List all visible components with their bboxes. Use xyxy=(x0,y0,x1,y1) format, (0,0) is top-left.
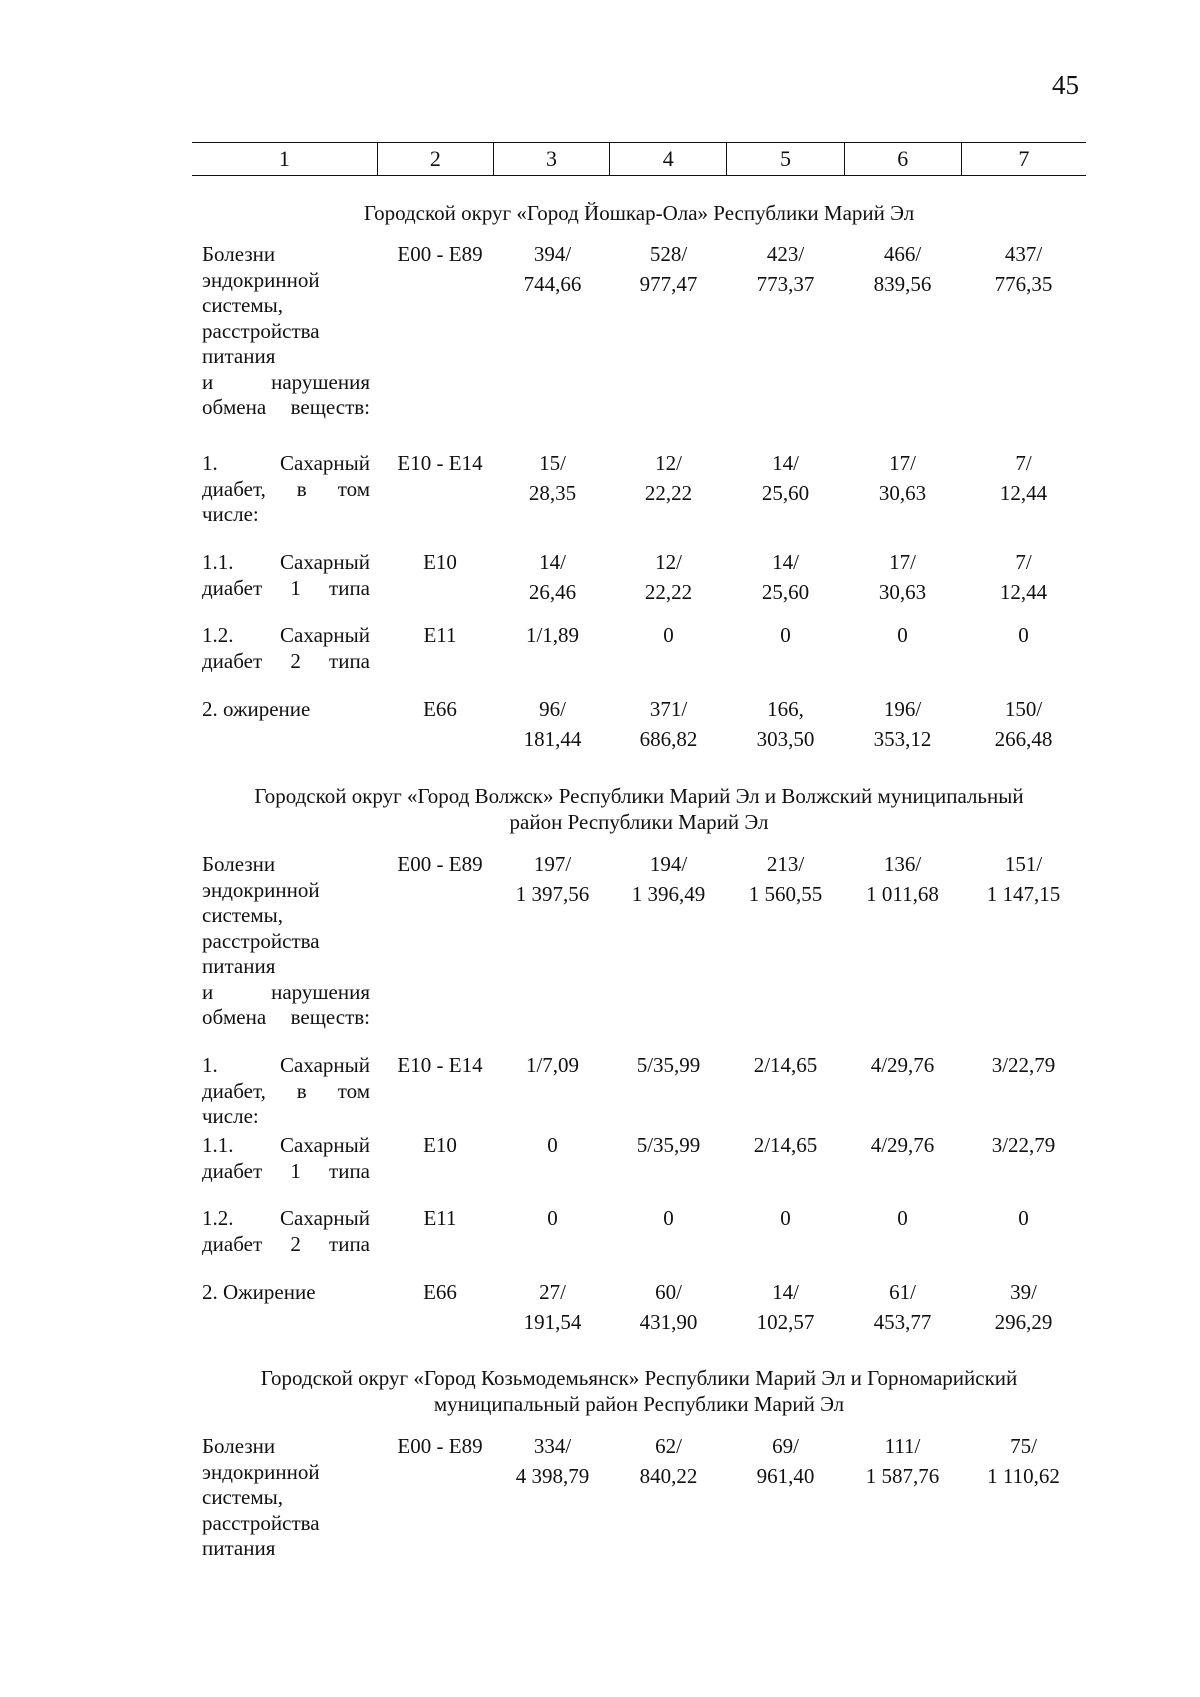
value-line: 27/ xyxy=(539,1280,566,1304)
value-cell xyxy=(494,239,611,299)
value-cell xyxy=(727,239,844,299)
section-title-line: Городской округ «Город Йошкар-Ола» Республики Марий Эл xyxy=(363,201,915,225)
value-cell xyxy=(727,1050,844,1080)
value-line: 30,63 xyxy=(878,580,927,604)
value-cell xyxy=(844,1277,961,1337)
value-cell xyxy=(844,694,961,754)
value-line: 14/ xyxy=(539,550,566,574)
indicator-name xyxy=(202,1206,370,1257)
value-line: 39/ xyxy=(1010,1280,1037,1304)
indicator-name xyxy=(202,1053,370,1130)
indicator-name-line: 2. Ожирение xyxy=(202,1280,316,1304)
indicator-name-line: числе: xyxy=(202,1104,259,1128)
value-line: 296,29 xyxy=(994,1310,1053,1334)
value-cell xyxy=(610,448,727,508)
value-cell xyxy=(494,1277,611,1337)
value-line: 3/22,79 xyxy=(991,1133,1056,1157)
value-line: 0 xyxy=(663,623,674,647)
value-cell xyxy=(844,239,961,299)
indicator-name-line: Болезни xyxy=(202,852,276,876)
icd-code: E11 xyxy=(423,1206,457,1230)
indicator-name-line: диабет, в том xyxy=(202,476,370,501)
indicator-name-line: диабет 2 типа xyxy=(202,648,370,673)
value-line: 528/ xyxy=(649,242,688,266)
value-cell xyxy=(610,1130,727,1160)
value-line: 22,22 xyxy=(644,481,693,505)
value-cell xyxy=(727,1431,844,1491)
value-line: 194/ xyxy=(649,852,688,876)
value-line: 12,44 xyxy=(999,580,1048,604)
value-line: 151/ xyxy=(1004,852,1043,876)
indicator-name-line: и нарушения xyxy=(202,369,370,394)
value-cell xyxy=(727,547,844,607)
section-title-line: Городской округ «Город Козьмодемьянск» Республики Марий Эл и Горномарийский xyxy=(260,1366,1018,1390)
value-cell xyxy=(844,1050,961,1080)
value-line: 2/14,65 xyxy=(753,1053,818,1077)
indicator-name-line: 1. Сахарный xyxy=(202,1053,370,1077)
value-line: 111/ xyxy=(884,1434,921,1458)
value-line: 213/ xyxy=(766,852,805,876)
value-cell xyxy=(961,849,1086,909)
value-line: 0 xyxy=(547,1133,558,1157)
value-line: 4 398,79 xyxy=(515,1464,590,1488)
value-line: 14/ xyxy=(772,1280,799,1304)
indicator-name-line: системы, xyxy=(202,903,284,927)
indicator-name-line: 2. ожирение xyxy=(202,697,311,721)
value-cell xyxy=(610,849,727,909)
value-line: 1 397,56 xyxy=(515,882,590,906)
value-line: 0 xyxy=(1018,623,1029,647)
column-header-7: 7 xyxy=(961,143,1086,176)
value-line: 0 xyxy=(663,1206,674,1230)
icd-code: E66 xyxy=(423,697,457,721)
value-cell xyxy=(494,849,611,909)
value-cell xyxy=(727,448,844,508)
value-cell xyxy=(844,547,961,607)
indicator-name-line: диабет 1 типа xyxy=(202,575,370,600)
indicator-name-line: питания xyxy=(202,344,276,368)
icd-code: E10 xyxy=(423,550,457,574)
indicator-name-line: питания xyxy=(202,1536,276,1560)
value-line: 0 xyxy=(780,1206,791,1230)
value-line: 1/7,09 xyxy=(525,1053,580,1077)
value-line: 423/ xyxy=(766,242,805,266)
indicator-name-line: системы, xyxy=(202,1485,284,1509)
value-line: 12,44 xyxy=(999,481,1048,505)
value-line: 22,22 xyxy=(644,580,693,604)
value-line: 686,82 xyxy=(639,727,698,751)
value-line: 1 147,15 xyxy=(986,882,1061,906)
indicator-name-line: Болезни xyxy=(202,242,276,266)
value-line: 3/22,79 xyxy=(991,1053,1056,1077)
icd-code: E10 xyxy=(423,1133,457,1157)
value-line: 25,60 xyxy=(761,580,810,604)
value-line: 0 xyxy=(547,1206,558,1230)
value-line: 30,63 xyxy=(878,481,927,505)
indicator-name-line: 1.1. Сахарный xyxy=(202,1133,370,1157)
value-line: 776,35 xyxy=(994,272,1053,296)
value-line: 2/14,65 xyxy=(753,1133,818,1157)
indicator-name-line: питания xyxy=(202,954,276,978)
value-line: 334/ xyxy=(533,1434,572,1458)
value-line: 7/ xyxy=(1015,451,1032,475)
value-line: 0 xyxy=(1018,1206,1029,1230)
value-line: 191,54 xyxy=(523,1310,582,1334)
column-header-5: 5 xyxy=(727,143,844,176)
value-line: 437/ xyxy=(1004,242,1043,266)
value-line: 303,50 xyxy=(756,727,815,751)
column-header-3: 3 xyxy=(493,143,609,176)
value-line: 12/ xyxy=(655,451,682,475)
value-line: 17/ xyxy=(889,550,916,574)
value-line: 4/29,76 xyxy=(870,1133,935,1157)
value-line: 197/ xyxy=(533,852,572,876)
value-line: 26,46 xyxy=(528,580,577,604)
value-cell xyxy=(494,620,611,650)
value-cell xyxy=(727,1277,844,1337)
indicator-name xyxy=(202,451,370,528)
value-cell xyxy=(494,1050,611,1080)
column-header-table xyxy=(192,142,1086,176)
value-cell xyxy=(961,547,1086,607)
value-line: 773,37 xyxy=(756,272,815,296)
section-title-line: район Республики Марий Эл xyxy=(509,810,769,834)
section-title xyxy=(192,783,1086,835)
icd-code: E11 xyxy=(423,623,457,647)
value-cell xyxy=(844,620,961,650)
value-line: 7/ xyxy=(1015,550,1032,574)
value-line: 0 xyxy=(897,623,908,647)
column-header-1: 1 xyxy=(278,146,290,171)
value-cell xyxy=(494,1203,611,1233)
indicator-name xyxy=(202,1280,370,1306)
value-cell xyxy=(727,849,844,909)
indicator-name xyxy=(202,623,370,674)
column-header-6: 6 xyxy=(844,143,961,176)
value-line: 96/ xyxy=(539,697,566,721)
indicator-name-line: и нарушения xyxy=(202,979,370,1004)
indicator-name-line: Болезни xyxy=(202,1434,276,1458)
indicator-name xyxy=(202,697,370,723)
indicator-name-line: обмена веществ: xyxy=(202,395,370,419)
value-cell xyxy=(727,694,844,754)
value-cell xyxy=(727,620,844,650)
value-line: 62/ xyxy=(655,1434,682,1458)
value-cell xyxy=(961,1130,1086,1160)
indicator-name-line: 1.1. Сахарный xyxy=(202,550,370,574)
indicator-name-line: диабет 1 типа xyxy=(202,1158,370,1183)
value-line: 266,48 xyxy=(994,727,1053,751)
indicator-name-line: обмена веществ: xyxy=(202,1005,370,1029)
value-line: 1 110,62 xyxy=(987,1464,1060,1488)
value-cell xyxy=(494,1130,611,1160)
value-line: 5/35,99 xyxy=(636,1053,701,1077)
value-line: 466/ xyxy=(883,242,922,266)
column-header-2: 2 xyxy=(377,143,493,176)
value-cell xyxy=(844,1203,961,1233)
page-number: 45 xyxy=(1052,70,1079,100)
value-line: 0 xyxy=(897,1206,908,1230)
value-cell xyxy=(961,1277,1086,1337)
value-line: 25,60 xyxy=(761,481,810,505)
value-cell xyxy=(961,448,1086,508)
value-line: 61/ xyxy=(889,1280,916,1304)
value-cell xyxy=(494,1431,611,1491)
indicator-name-line: 1.2. Сахарный xyxy=(202,1206,370,1230)
column-header-4: 4 xyxy=(610,143,727,176)
indicator-name-line: расстройства xyxy=(202,1510,320,1535)
indicator-name-line: системы, xyxy=(202,293,284,317)
value-line: 69/ xyxy=(772,1434,799,1458)
value-line: 60/ xyxy=(655,1280,682,1304)
value-cell xyxy=(727,1203,844,1233)
value-line: 1/1,89 xyxy=(525,623,580,647)
value-line: 961,40 xyxy=(756,1464,815,1488)
value-line: 453,77 xyxy=(873,1310,932,1334)
value-line: 150/ xyxy=(1004,697,1043,721)
value-cell xyxy=(961,694,1086,754)
value-line: 977,47 xyxy=(639,272,698,296)
icd-code: E00 - E89 xyxy=(397,852,483,876)
value-cell xyxy=(610,1277,727,1337)
value-cell xyxy=(844,1431,961,1491)
value-line: 394/ xyxy=(533,242,572,266)
icd-code: E66 xyxy=(423,1280,457,1304)
value-cell xyxy=(961,239,1086,299)
section-title xyxy=(192,200,1086,226)
value-line: 102,57 xyxy=(756,1310,815,1334)
indicator-name-line: эндокринной xyxy=(202,267,320,292)
value-line: 744,66 xyxy=(523,272,582,296)
value-cell xyxy=(494,448,611,508)
value-cell xyxy=(610,1050,727,1080)
indicator-name-line: расстройства xyxy=(202,928,320,953)
value-line: 181,44 xyxy=(523,727,582,751)
value-cell xyxy=(961,620,1086,650)
value-cell xyxy=(610,547,727,607)
value-cell xyxy=(494,547,611,607)
value-line: 431,90 xyxy=(639,1310,698,1334)
section-title xyxy=(192,1365,1086,1417)
value-line: 840,22 xyxy=(639,1464,698,1488)
value-line: 0 xyxy=(780,623,791,647)
column-header-row xyxy=(192,143,1086,176)
value-cell xyxy=(610,239,727,299)
indicator-name-line: эндокринной xyxy=(202,877,320,902)
indicator-name xyxy=(202,242,370,421)
value-cell xyxy=(727,1130,844,1160)
indicator-name-line: числе: xyxy=(202,502,259,526)
value-line: 17/ xyxy=(889,451,916,475)
value-line: 371/ xyxy=(649,697,688,721)
indicator-name-line: расстройства xyxy=(202,318,320,343)
indicator-name xyxy=(202,1434,370,1562)
value-line: 196/ xyxy=(883,697,922,721)
indicator-name-line: 1. Сахарный xyxy=(202,451,370,475)
value-cell xyxy=(610,1203,727,1233)
value-line: 28,35 xyxy=(528,481,577,505)
icd-code: E10 - E14 xyxy=(397,451,483,475)
value-cell xyxy=(844,1130,961,1160)
value-line: 1 560,55 xyxy=(748,882,823,906)
value-cell xyxy=(610,620,727,650)
value-line: 5/35,99 xyxy=(636,1133,701,1157)
indicator-name xyxy=(202,550,370,601)
value-line: 14/ xyxy=(772,550,799,574)
icd-code: E00 - E89 xyxy=(397,242,483,266)
value-line: 166, xyxy=(767,697,804,721)
value-line: 14/ xyxy=(772,451,799,475)
value-cell xyxy=(844,849,961,909)
icd-code: E00 - E89 xyxy=(397,1434,483,1458)
value-line: 839,56 xyxy=(873,272,932,296)
section-title-line: Городской округ «Город Волжск» Республики Марий Эл и Волжский муниципальный xyxy=(254,784,1024,808)
value-line: 353,12 xyxy=(873,727,932,751)
indicator-name-line: эндокринной xyxy=(202,1459,320,1484)
value-line: 136/ xyxy=(883,852,922,876)
value-cell xyxy=(610,1431,727,1491)
value-line: 1 396,49 xyxy=(631,882,706,906)
value-line: 12/ xyxy=(655,550,682,574)
value-cell xyxy=(610,694,727,754)
indicator-name-line: 1.2. Сахарный xyxy=(202,623,370,647)
indicator-name-line: диабет, в том xyxy=(202,1078,370,1103)
indicator-name-line: диабет 2 типа xyxy=(202,1231,370,1256)
value-line: 75/ xyxy=(1010,1434,1037,1458)
value-line: 15/ xyxy=(539,451,566,475)
value-cell xyxy=(961,1050,1086,1080)
value-line: 1 011,68 xyxy=(866,882,939,906)
indicator-name xyxy=(202,1133,370,1184)
value-cell xyxy=(844,448,961,508)
value-cell xyxy=(961,1203,1086,1233)
section-title-line: муниципальный район Республики Марий Эл xyxy=(433,1392,845,1416)
icd-code: E10 - E14 xyxy=(397,1053,483,1077)
value-line: 1 587,76 xyxy=(865,1464,940,1488)
indicator-name xyxy=(202,852,370,1031)
value-line: 4/29,76 xyxy=(870,1053,935,1077)
value-cell xyxy=(494,694,611,754)
value-cell xyxy=(961,1431,1086,1491)
